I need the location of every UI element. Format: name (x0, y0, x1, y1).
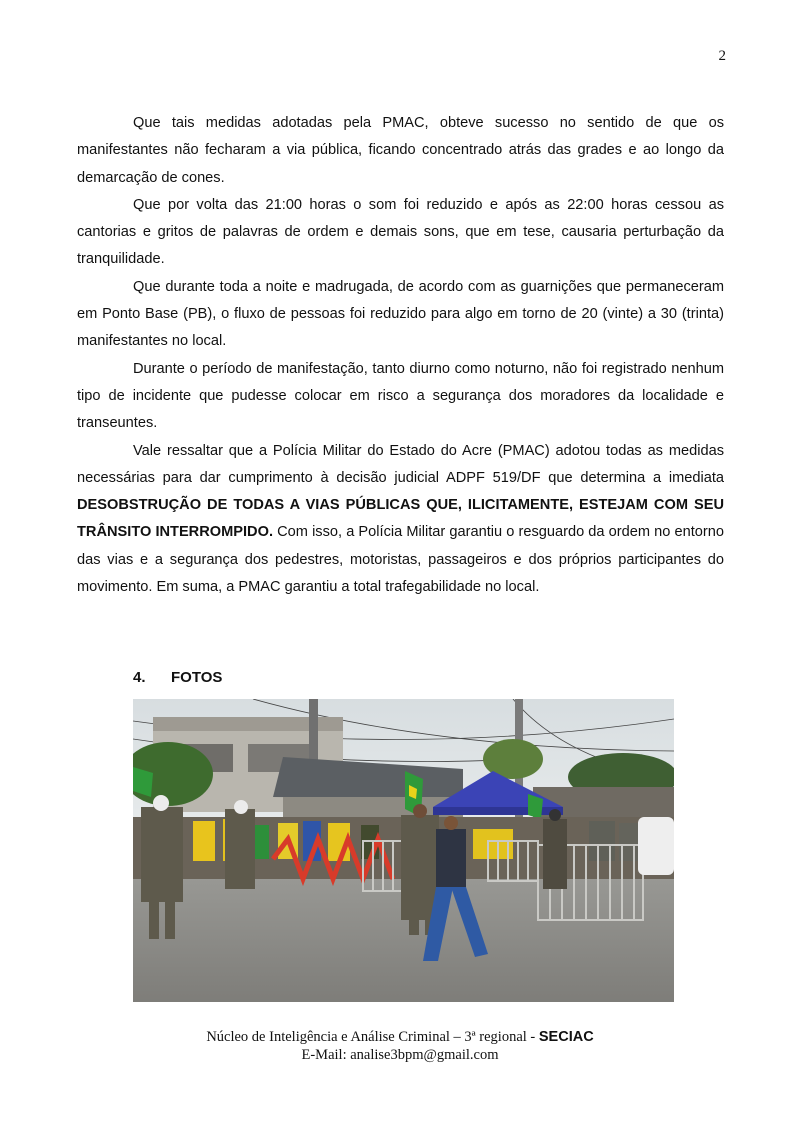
paragraph-text: Com isso, a Polícia Militar garantiu o resguardo da ordem no entorno das vias e a segurança dos pedestres, motoristas, passageiros e dos próprios participantes do movimento. Em suma, a PMAC garantiu a total trafegabilidade no local. (77, 524, 724, 596)
paragraph-text: Que tais medidas adotadas pela PMAC, obteve sucesso no sentido de que os manifestantes não fecharam a via pública, ficando concentrado atrás das grades e ao longo da demarcação de cones. (77, 115, 724, 186)
paragraph (77, 438, 724, 602)
paragraph-text: Que por volta das 21:00 horas o som foi reduzido e após as 22:00 horas cessou as cantorias e gritos de palavras de ordem e demais sons, que em tese, causaria perturbação da tranquilidade. (77, 196, 724, 268)
paragraph (77, 110, 724, 192)
section-number: 4. (133, 669, 146, 686)
footer-unit-name: Núcleo de Inteligência e Análise Criminal – 3ª regional - (206, 1029, 539, 1045)
paragraph (77, 356, 724, 438)
section-heading (133, 669, 222, 686)
emphasized-text: DESOBSTRUÇÃO DE TODAS A VIAS PÚBLICAS QUE, ILICITAMENTE, ESTEJAM COM SEU TRÂNSITO INTERROMPIDO. (77, 497, 724, 541)
paragraph-text: Vale ressaltar que a Polícia Militar do Estado do Acre (PMAC) adotou todas as medidas necessárias para dar cumprimento à decisão judicial ADPF 519/DF que determina a imediata (77, 442, 724, 486)
paragraph (77, 274, 724, 356)
footer-unit-acronym: SECIAC (538, 1029, 594, 1045)
footer-line-1 (0, 1028, 800, 1046)
page-number: 2 (718, 48, 726, 64)
body-text (77, 110, 724, 601)
footer-email: E-Mail: analise3bpm@gmail.com (301, 1047, 499, 1063)
paragraph-text: Durante o período de manifestação, tanto diurno como noturno, não foi registrado nenhum tipo de incidente que pudesse colocar em risco a segurança dos moradores da localidade e transeuntes. (77, 360, 724, 432)
paragraph-text: Que durante toda a noite e madrugada, de acordo com as guarnições que permaneceram em Ponto Base (PB), o fluxo de pessoas foi reduzido para algo em torno de 20 (vinte) a 30 (trinta) manifestantes no local. (77, 278, 724, 350)
paragraph (77, 192, 724, 274)
protest-photo (133, 699, 674, 1002)
footer (0, 1028, 800, 1064)
section-title: FOTOS (171, 669, 223, 686)
